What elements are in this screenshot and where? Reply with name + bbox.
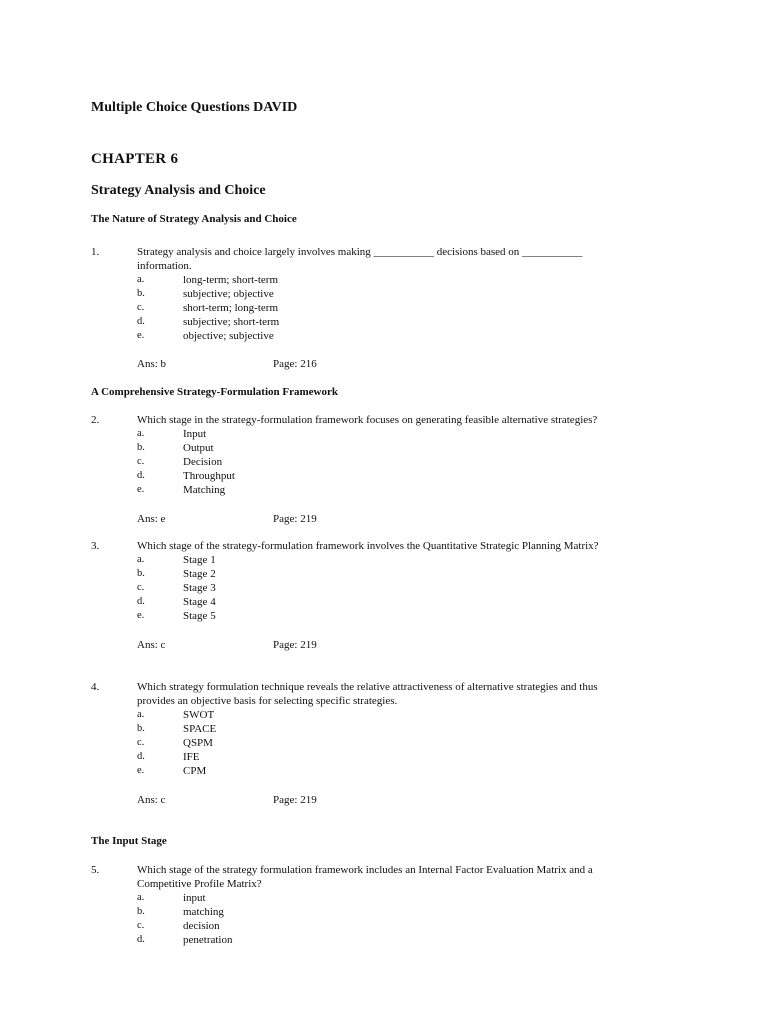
option-text: objective; subjective <box>183 330 274 342</box>
option-letter: d. <box>137 316 145 327</box>
option-letter: b. <box>137 288 145 299</box>
option-letter: a. <box>137 892 145 903</box>
option-letter: d. <box>137 470 145 481</box>
option-letter: c. <box>137 456 145 467</box>
option-letter: b. <box>137 723 145 734</box>
option-text: decision <box>183 920 220 932</box>
option-text: Matching <box>183 484 226 496</box>
option-text: Stage 1 <box>183 554 216 566</box>
question-number: 1. <box>91 246 100 258</box>
option-letter: a. <box>137 428 145 439</box>
option-text: long-term; short-term <box>183 274 279 286</box>
option-letter: c. <box>137 582 145 593</box>
question-number: 4. <box>91 681 100 693</box>
option-letter: c. <box>137 302 145 313</box>
page-reference: Page: 219 <box>273 513 317 525</box>
option-text: subjective; short-term <box>183 316 280 328</box>
option-letter: d. <box>137 751 145 762</box>
option-text: CPM <box>183 765 207 777</box>
question-text: Competitive Profile Matrix? <box>137 878 262 890</box>
option-text: Stage 5 <box>183 610 216 622</box>
option-letter: e. <box>137 765 145 776</box>
option-text: Stage 3 <box>183 582 216 594</box>
option-letter: b. <box>137 568 145 579</box>
option-letter: a. <box>137 709 145 720</box>
option-letter: a. <box>137 554 145 565</box>
option-text: subjective; objective <box>183 288 274 300</box>
option-text: SPACE <box>183 723 217 735</box>
option-text: matching <box>183 906 224 918</box>
option-text: QSPM <box>183 737 213 749</box>
question-number: 5. <box>91 864 100 876</box>
answer-label: Ans: c <box>137 794 166 806</box>
question-text: Which stage in the strategy-formulation framework focuses on generating feasible alternative strategies? <box>137 414 598 426</box>
option-text: IFE <box>183 751 200 763</box>
option-letter: c. <box>137 737 145 748</box>
option-text: Stage 4 <box>183 596 216 608</box>
question-text: Strategy analysis and choice largely involves making ___________ decisions based on ___________ <box>137 246 583 258</box>
page-reference: Page: 219 <box>273 639 317 651</box>
answer-label: Ans: c <box>137 639 166 651</box>
chapter-heading: CHAPTER 6 <box>91 151 179 167</box>
option-letter: d. <box>137 596 145 607</box>
subsection-heading: The Nature of Strategy Analysis and Choice <box>91 213 297 225</box>
question-text: Which stage of the strategy-formulation framework involves the Quantitative Strategic Planning Matrix? <box>137 540 599 552</box>
option-text: SWOT <box>183 709 215 721</box>
page-reference: Page: 219 <box>273 794 317 806</box>
question-number: 3. <box>91 540 100 552</box>
answer-label: Ans: b <box>137 358 167 370</box>
subsection-heading: A Comprehensive Strategy-Formulation Framework <box>91 386 338 398</box>
option-letter: e. <box>137 330 145 341</box>
question-text: information. <box>137 260 192 272</box>
page-reference: Page: 216 <box>273 358 317 370</box>
option-letter: d. <box>137 934 145 945</box>
answer-label: Ans: e <box>137 513 166 525</box>
option-text: penetration <box>183 934 233 946</box>
option-text: Throughput <box>183 470 235 482</box>
option-letter: b. <box>137 906 145 917</box>
option-text: Input <box>183 428 207 440</box>
option-text: Output <box>183 442 214 454</box>
subsection-heading: The Input Stage <box>91 835 167 847</box>
option-text: Decision <box>183 456 223 468</box>
section-title: Strategy Analysis and Choice <box>91 183 266 198</box>
question-text: Which stage of the strategy formulation framework includes an Internal Factor Evaluation Matrix and a <box>137 864 593 876</box>
option-text: Stage 2 <box>183 568 216 580</box>
question-text: Which strategy formulation technique reveals the relative attractiveness of alternative strategies and thus <box>137 681 598 693</box>
option-letter: c. <box>137 920 145 931</box>
option-text: short-term; long-term <box>183 302 279 314</box>
document-title: Multiple Choice Questions DAVID <box>91 100 298 115</box>
option-letter: b. <box>137 442 145 453</box>
option-letter: e. <box>137 610 145 621</box>
option-letter: a. <box>137 274 145 285</box>
option-text: input <box>183 892 206 904</box>
option-letter: e. <box>137 484 145 495</box>
question-text: provides an objective basis for selecting specific strategies. <box>137 695 398 707</box>
question-number: 2. <box>91 414 100 426</box>
